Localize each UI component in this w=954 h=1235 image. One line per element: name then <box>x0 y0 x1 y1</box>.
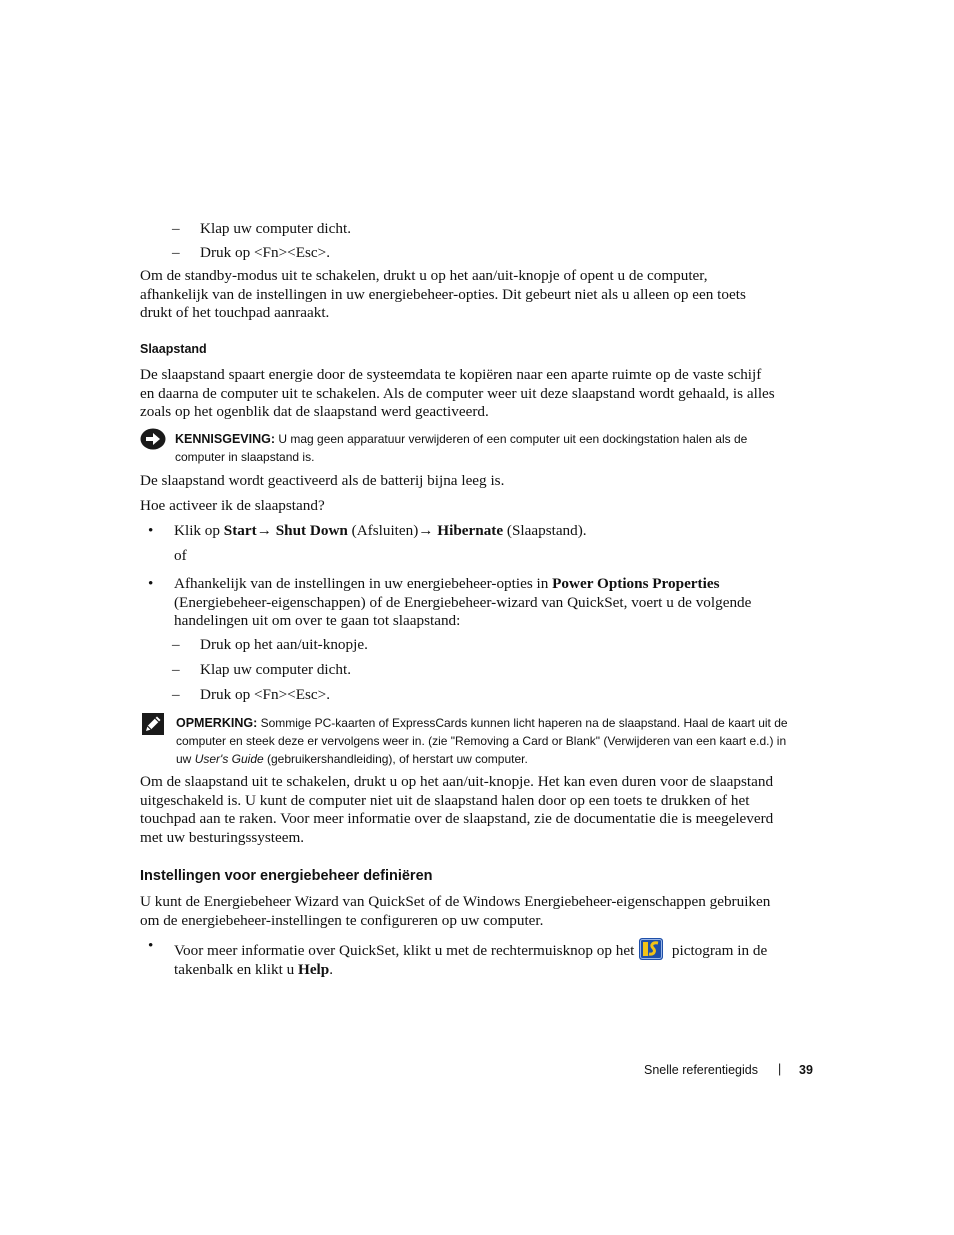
ui-power-options: Power Options Properties <box>552 575 720 592</box>
page-number: 39 <box>799 1063 813 1077</box>
bullet-marker: • <box>148 937 154 954</box>
bullet-marker: • <box>148 575 154 592</box>
question-paragraph: Hoe activeer ik de slaapstand? <box>140 497 325 514</box>
note-pencil-icon <box>142 713 164 740</box>
ui-start: Start <box>223 522 257 539</box>
heading-settings: Instellingen voor energiebeheer definiëren <box>140 868 433 884</box>
footer-section-title: Snelle referentiegids <box>644 1063 758 1077</box>
notice-label: KENNISGEVING: <box>175 432 276 446</box>
or-text: of <box>174 547 187 564</box>
bullet-power-options: Afhankelijk van de instellingen in uw energiebeheer-opties in Power Options Properties (Energiebeheer-eigenschappen) of de Energiebeheer-wizard van QuickSet, voert u de volgende handelingen uit om over te gaan tot slaapstand: <box>174 575 752 630</box>
settings-paragraph: U kunt de Energiebeheer Wizard van QuickSet of de Windows Energiebeheer-eigenschappen gebruiken om de energiebeheer-instellingen te configureren op uw computer. <box>140 893 771 929</box>
battery-paragraph: De slaapstand wordt geactiveerd als de batterij bijna leeg is. <box>140 472 505 489</box>
note-box: OPMERKING: Sommige PC-kaarten of ExpressCards kunnen licht haperen na de slaapstand. Haal de kaart uit de computer en steek deze er vervolgens weer in. (zie "Removing a Card or Blank" (Verwijderen van een kaart e.d.) in uw User's Guide (gebruikershandleiding), of herstart uw computer. <box>176 716 788 766</box>
users-guide-title: User's Guide <box>194 752 264 766</box>
notice-arrow-icon <box>140 428 166 455</box>
ui-shutdown: Shut Down <box>275 522 348 539</box>
note-label: OPMERKING: <box>176 716 258 730</box>
bullet-quickset: Voor meer informatie over QuickSet, klikt u met de rechtermuisknop op het pictogram in de takenbalk en klikt u Help. <box>174 937 767 980</box>
standby-paragraph: Om de standby-modus uit te schakelen, drukt u op het aan/uit-knopje of opent u de computer, afhankelijk van de instellingen in uw energiebeheer-opties. Dit gebeurt niet als u alleen op een toets drukt of het touchpad aanraakt. <box>140 267 746 322</box>
ui-hibernate: Hibernate <box>437 522 504 539</box>
notice-box: KENNISGEVING: U mag geen apparatuur verwijderen of een computer uit een dockingstation halen als de computer in slaapstand is. <box>175 432 748 464</box>
quickset-icon <box>638 937 664 961</box>
ui-help: Help <box>298 961 330 978</box>
exit-paragraph: Om de slaapstand uit te schakelen, drukt u op het aan/uit-knopje. Het kan even duren voor de slaapstand uitgeschakeld is. U kunt de computer niet uit de slaapstand halen door op een toets te drukken of het touchpad aan te raken. Voor meer informatie over de slaapstand, zie de documentatie die is meegeleverd met uw besturingssysteem. <box>140 773 774 846</box>
bullet-marker: • <box>148 522 154 539</box>
bullet-start-shutdown: Klik op Start→ Shut Down (Afsluiten)→ Hibernate (Slaapstand). <box>174 522 587 539</box>
slaapstand-paragraph: De slaapstand spaart energie door de systeemdata te kopiëren naar een aparte ruimte op de vaste schijf en daarna de computer uit te schakelen. Als de computer weer uit deze slaapstand wordt gehaald, is alles zoals op het ogenblik dat de slaapstand werd geactiveerd. <box>140 366 775 421</box>
heading-slaapstand: Slaapstand <box>140 342 207 356</box>
footer-separator: | <box>778 1062 782 1076</box>
